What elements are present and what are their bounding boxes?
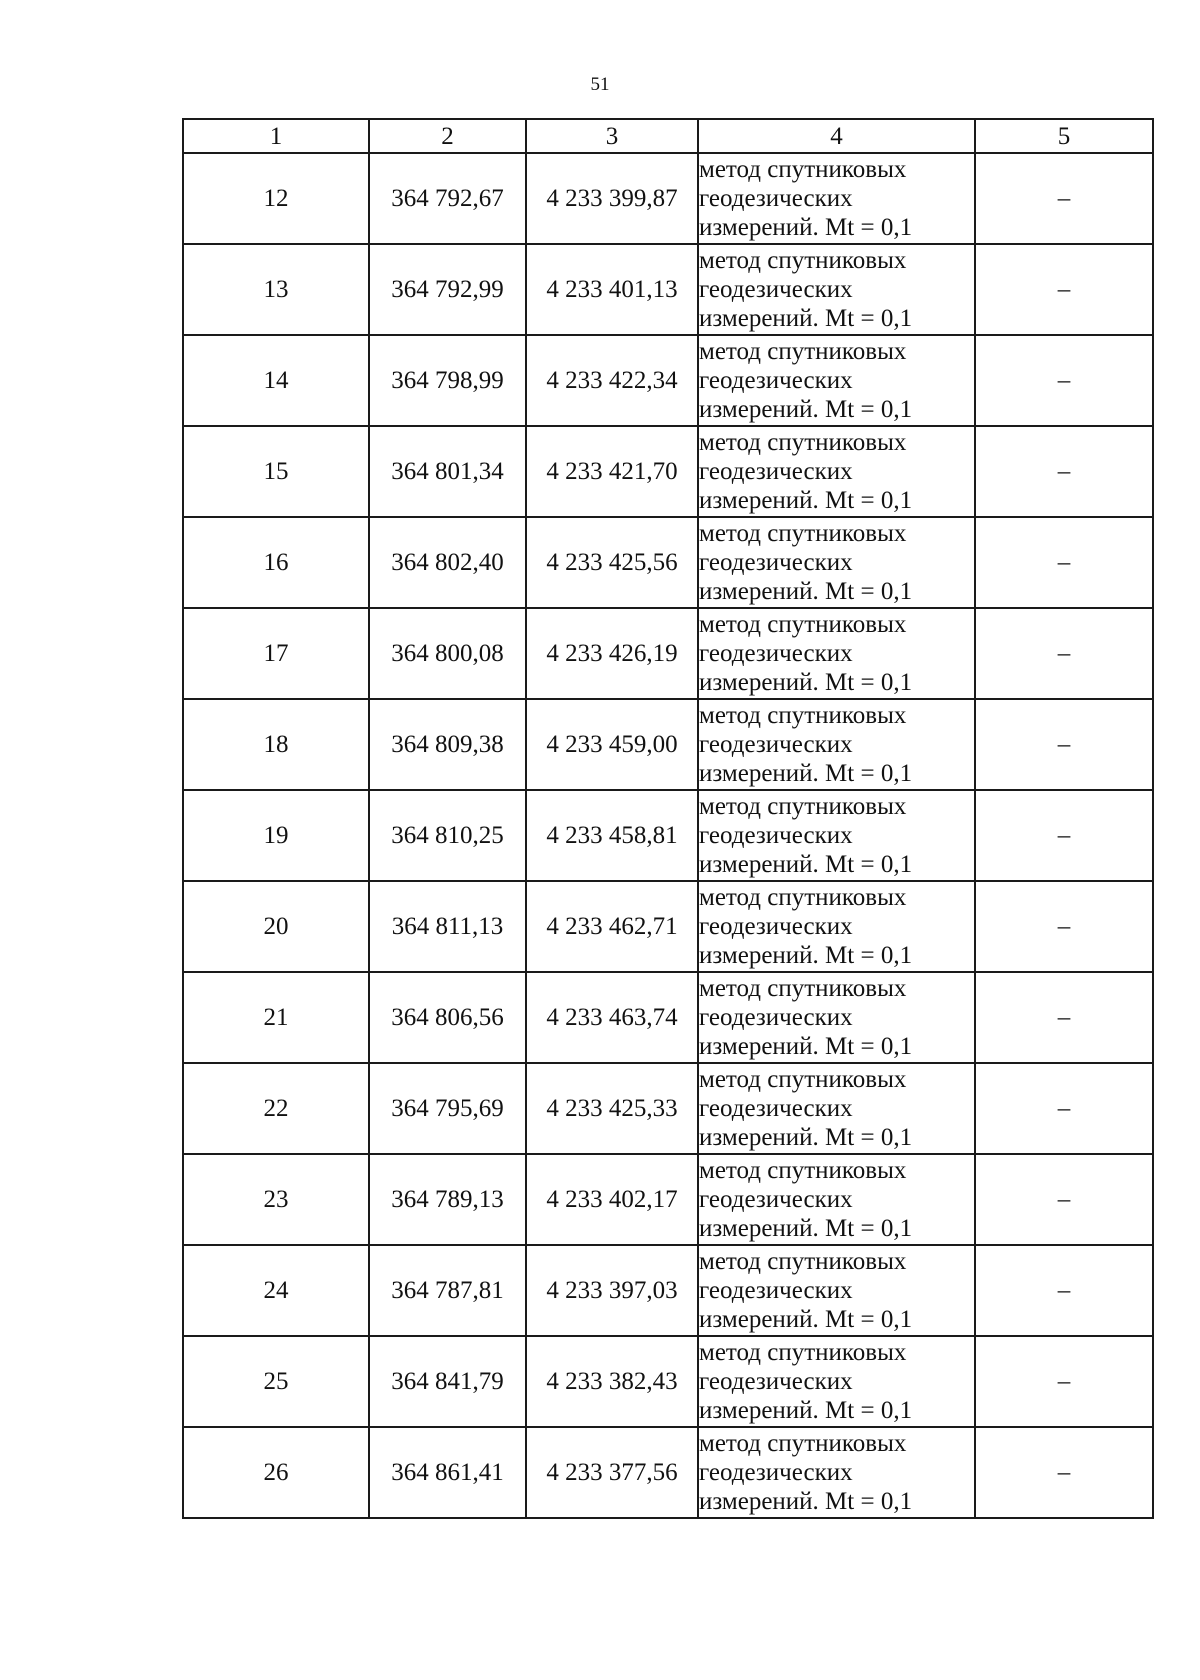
note-cell: –: [975, 335, 1153, 426]
method-line: измерений. Mt = 0,1: [699, 851, 913, 878]
y-coordinate-cell: 4 233 382,43: [526, 1336, 698, 1427]
y-coordinate-cell: 4 233 426,19: [526, 608, 698, 699]
method-cell: [698, 699, 975, 790]
method-line: геодезических: [699, 549, 853, 576]
method-line: метод спутниковых: [699, 247, 907, 274]
point-number-cell: 19: [183, 790, 369, 881]
point-number-cell: 25: [183, 1336, 369, 1427]
method-line: измерений. Mt = 0,1: [699, 1488, 913, 1515]
method-line: метод спутниковых: [699, 520, 907, 547]
header-cell-3: 3: [526, 119, 698, 153]
table-row: [183, 1063, 1153, 1154]
method-cell: [698, 881, 975, 972]
table-row: [183, 1427, 1153, 1518]
method-line: измерений. Mt = 0,1: [699, 669, 913, 696]
note-cell: –: [975, 972, 1153, 1063]
y-coordinate-cell: 4 233 399,87: [526, 153, 698, 244]
y-coordinate-cell: 4 233 425,56: [526, 517, 698, 608]
method-line: измерений. Mt = 0,1: [699, 760, 913, 787]
table-row: [183, 881, 1153, 972]
point-number-cell: 18: [183, 699, 369, 790]
method-line: геодезических: [699, 1277, 853, 1304]
method-line: метод спутниковых: [699, 1339, 907, 1366]
y-coordinate-cell: 4 233 459,00: [526, 699, 698, 790]
method-line: геодезических: [699, 913, 853, 940]
method-line: геодезических: [699, 1095, 853, 1122]
method-line: метод спутниковых: [699, 1248, 907, 1275]
point-number-cell: 26: [183, 1427, 369, 1518]
note-cell: –: [975, 608, 1153, 699]
note-cell: –: [975, 153, 1153, 244]
method-line: метод спутниковых: [699, 884, 907, 911]
method-line: измерений. Mt = 0,1: [699, 396, 913, 423]
header-cell-2: 2: [369, 119, 526, 153]
table-row: [183, 608, 1153, 699]
header-row: [183, 119, 1153, 153]
table-row: [183, 972, 1153, 1063]
page-number: 51: [590, 74, 610, 95]
point-number-cell: 13: [183, 244, 369, 335]
method-line: геодезических: [699, 731, 853, 758]
table-row: [183, 517, 1153, 608]
x-coordinate-cell: 364 810,25: [369, 790, 526, 881]
method-line: измерений. Mt = 0,1: [699, 487, 913, 514]
point-number-cell: 22: [183, 1063, 369, 1154]
method-line: измерений. Mt = 0,1: [699, 214, 913, 241]
y-coordinate-cell: 4 233 462,71: [526, 881, 698, 972]
note-cell: –: [975, 1154, 1153, 1245]
method-line: метод спутниковых: [699, 1066, 907, 1093]
y-coordinate-cell: 4 233 458,81: [526, 790, 698, 881]
x-coordinate-cell: 364 795,69: [369, 1063, 526, 1154]
table-body: [183, 153, 1153, 1518]
method-line: измерений. Mt = 0,1: [699, 1033, 913, 1060]
point-number-cell: 14: [183, 335, 369, 426]
method-cell: [698, 972, 975, 1063]
x-coordinate-cell: 364 787,81: [369, 1245, 526, 1336]
method-line: метод спутниковых: [699, 338, 907, 365]
method-line: измерений. Mt = 0,1: [699, 1306, 913, 1333]
x-coordinate-cell: 364 800,08: [369, 608, 526, 699]
method-line: измерений. Mt = 0,1: [699, 1124, 913, 1151]
y-coordinate-cell: 4 233 463,74: [526, 972, 698, 1063]
point-number-cell: 12: [183, 153, 369, 244]
coordinates-table: [182, 118, 1154, 1519]
x-coordinate-cell: 364 806,56: [369, 972, 526, 1063]
note-cell: –: [975, 790, 1153, 881]
table-row: [183, 1245, 1153, 1336]
method-line: метод спутниковых: [699, 611, 907, 638]
method-line: геодезических: [699, 367, 853, 394]
x-coordinate-cell: 364 798,99: [369, 335, 526, 426]
method-line: геодезических: [699, 458, 853, 485]
note-cell: –: [975, 881, 1153, 972]
method-line: метод спутниковых: [699, 702, 907, 729]
x-coordinate-cell: 364 792,99: [369, 244, 526, 335]
y-coordinate-cell: 4 233 401,13: [526, 244, 698, 335]
method-line: геодезических: [699, 185, 853, 212]
x-coordinate-cell: 364 861,41: [369, 1427, 526, 1518]
header-cell-4: 4: [698, 119, 975, 153]
x-coordinate-cell: 364 801,34: [369, 426, 526, 517]
method-line: геодезических: [699, 1186, 853, 1213]
method-cell: [698, 153, 975, 244]
method-cell: [698, 608, 975, 699]
table-row: [183, 790, 1153, 881]
note-cell: –: [975, 517, 1153, 608]
point-number-cell: 16: [183, 517, 369, 608]
method-cell: [698, 1245, 975, 1336]
method-line: геодезических: [699, 276, 853, 303]
note-cell: –: [975, 1427, 1153, 1518]
x-coordinate-cell: 364 811,13: [369, 881, 526, 972]
method-cell: [698, 244, 975, 335]
point-number-cell: 24: [183, 1245, 369, 1336]
table-row: [183, 1336, 1153, 1427]
point-number-cell: 15: [183, 426, 369, 517]
table-row: [183, 153, 1153, 244]
method-line: геодезических: [699, 640, 853, 667]
x-coordinate-cell: 364 841,79: [369, 1336, 526, 1427]
method-cell: [698, 335, 975, 426]
note-cell: –: [975, 244, 1153, 335]
x-coordinate-cell: 364 809,38: [369, 699, 526, 790]
x-coordinate-cell: 364 802,40: [369, 517, 526, 608]
y-coordinate-cell: 4 233 377,56: [526, 1427, 698, 1518]
method-line: метод спутниковых: [699, 793, 907, 820]
header-cell-1: 1: [183, 119, 369, 153]
method-line: измерений. Mt = 0,1: [699, 305, 913, 332]
note-cell: –: [975, 1336, 1153, 1427]
point-number-cell: 23: [183, 1154, 369, 1245]
method-cell: [698, 426, 975, 517]
method-line: измерений. Mt = 0,1: [699, 1397, 913, 1424]
table-row: [183, 426, 1153, 517]
method-line: метод спутниковых: [699, 1157, 907, 1184]
y-coordinate-cell: 4 233 425,33: [526, 1063, 698, 1154]
method-cell: [698, 790, 975, 881]
point-number-cell: 17: [183, 608, 369, 699]
table-row: [183, 335, 1153, 426]
method-cell: [698, 1336, 975, 1427]
table-row: [183, 699, 1153, 790]
note-cell: –: [975, 1245, 1153, 1336]
method-line: геодезических: [699, 1368, 853, 1395]
header-cell-5: 5: [975, 119, 1153, 153]
y-coordinate-cell: 4 233 397,03: [526, 1245, 698, 1336]
method-line: геодезических: [699, 1459, 853, 1486]
y-coordinate-cell: 4 233 402,17: [526, 1154, 698, 1245]
note-cell: –: [975, 1063, 1153, 1154]
table-row: [183, 244, 1153, 335]
method-line: геодезических: [699, 822, 853, 849]
method-cell: [698, 1154, 975, 1245]
point-number-cell: 21: [183, 972, 369, 1063]
method-line: метод спутниковых: [699, 975, 907, 1002]
x-coordinate-cell: 364 789,13: [369, 1154, 526, 1245]
method-cell: [698, 1063, 975, 1154]
method-line: геодезических: [699, 1004, 853, 1031]
method-line: измерений. Mt = 0,1: [699, 942, 913, 969]
table-header: [183, 119, 1153, 153]
method-line: измерений. Mt = 0,1: [699, 1215, 913, 1242]
method-cell: [698, 517, 975, 608]
y-coordinate-cell: 4 233 421,70: [526, 426, 698, 517]
method-cell: [698, 1427, 975, 1518]
note-cell: –: [975, 426, 1153, 517]
table-row: [183, 1154, 1153, 1245]
method-line: метод спутниковых: [699, 429, 907, 456]
method-line: метод спутниковых: [699, 156, 907, 183]
y-coordinate-cell: 4 233 422,34: [526, 335, 698, 426]
method-line: метод спутниковых: [699, 1430, 907, 1457]
method-line: измерений. Mt = 0,1: [699, 578, 913, 605]
note-cell: –: [975, 699, 1153, 790]
point-number-cell: 20: [183, 881, 369, 972]
x-coordinate-cell: 364 792,67: [369, 153, 526, 244]
